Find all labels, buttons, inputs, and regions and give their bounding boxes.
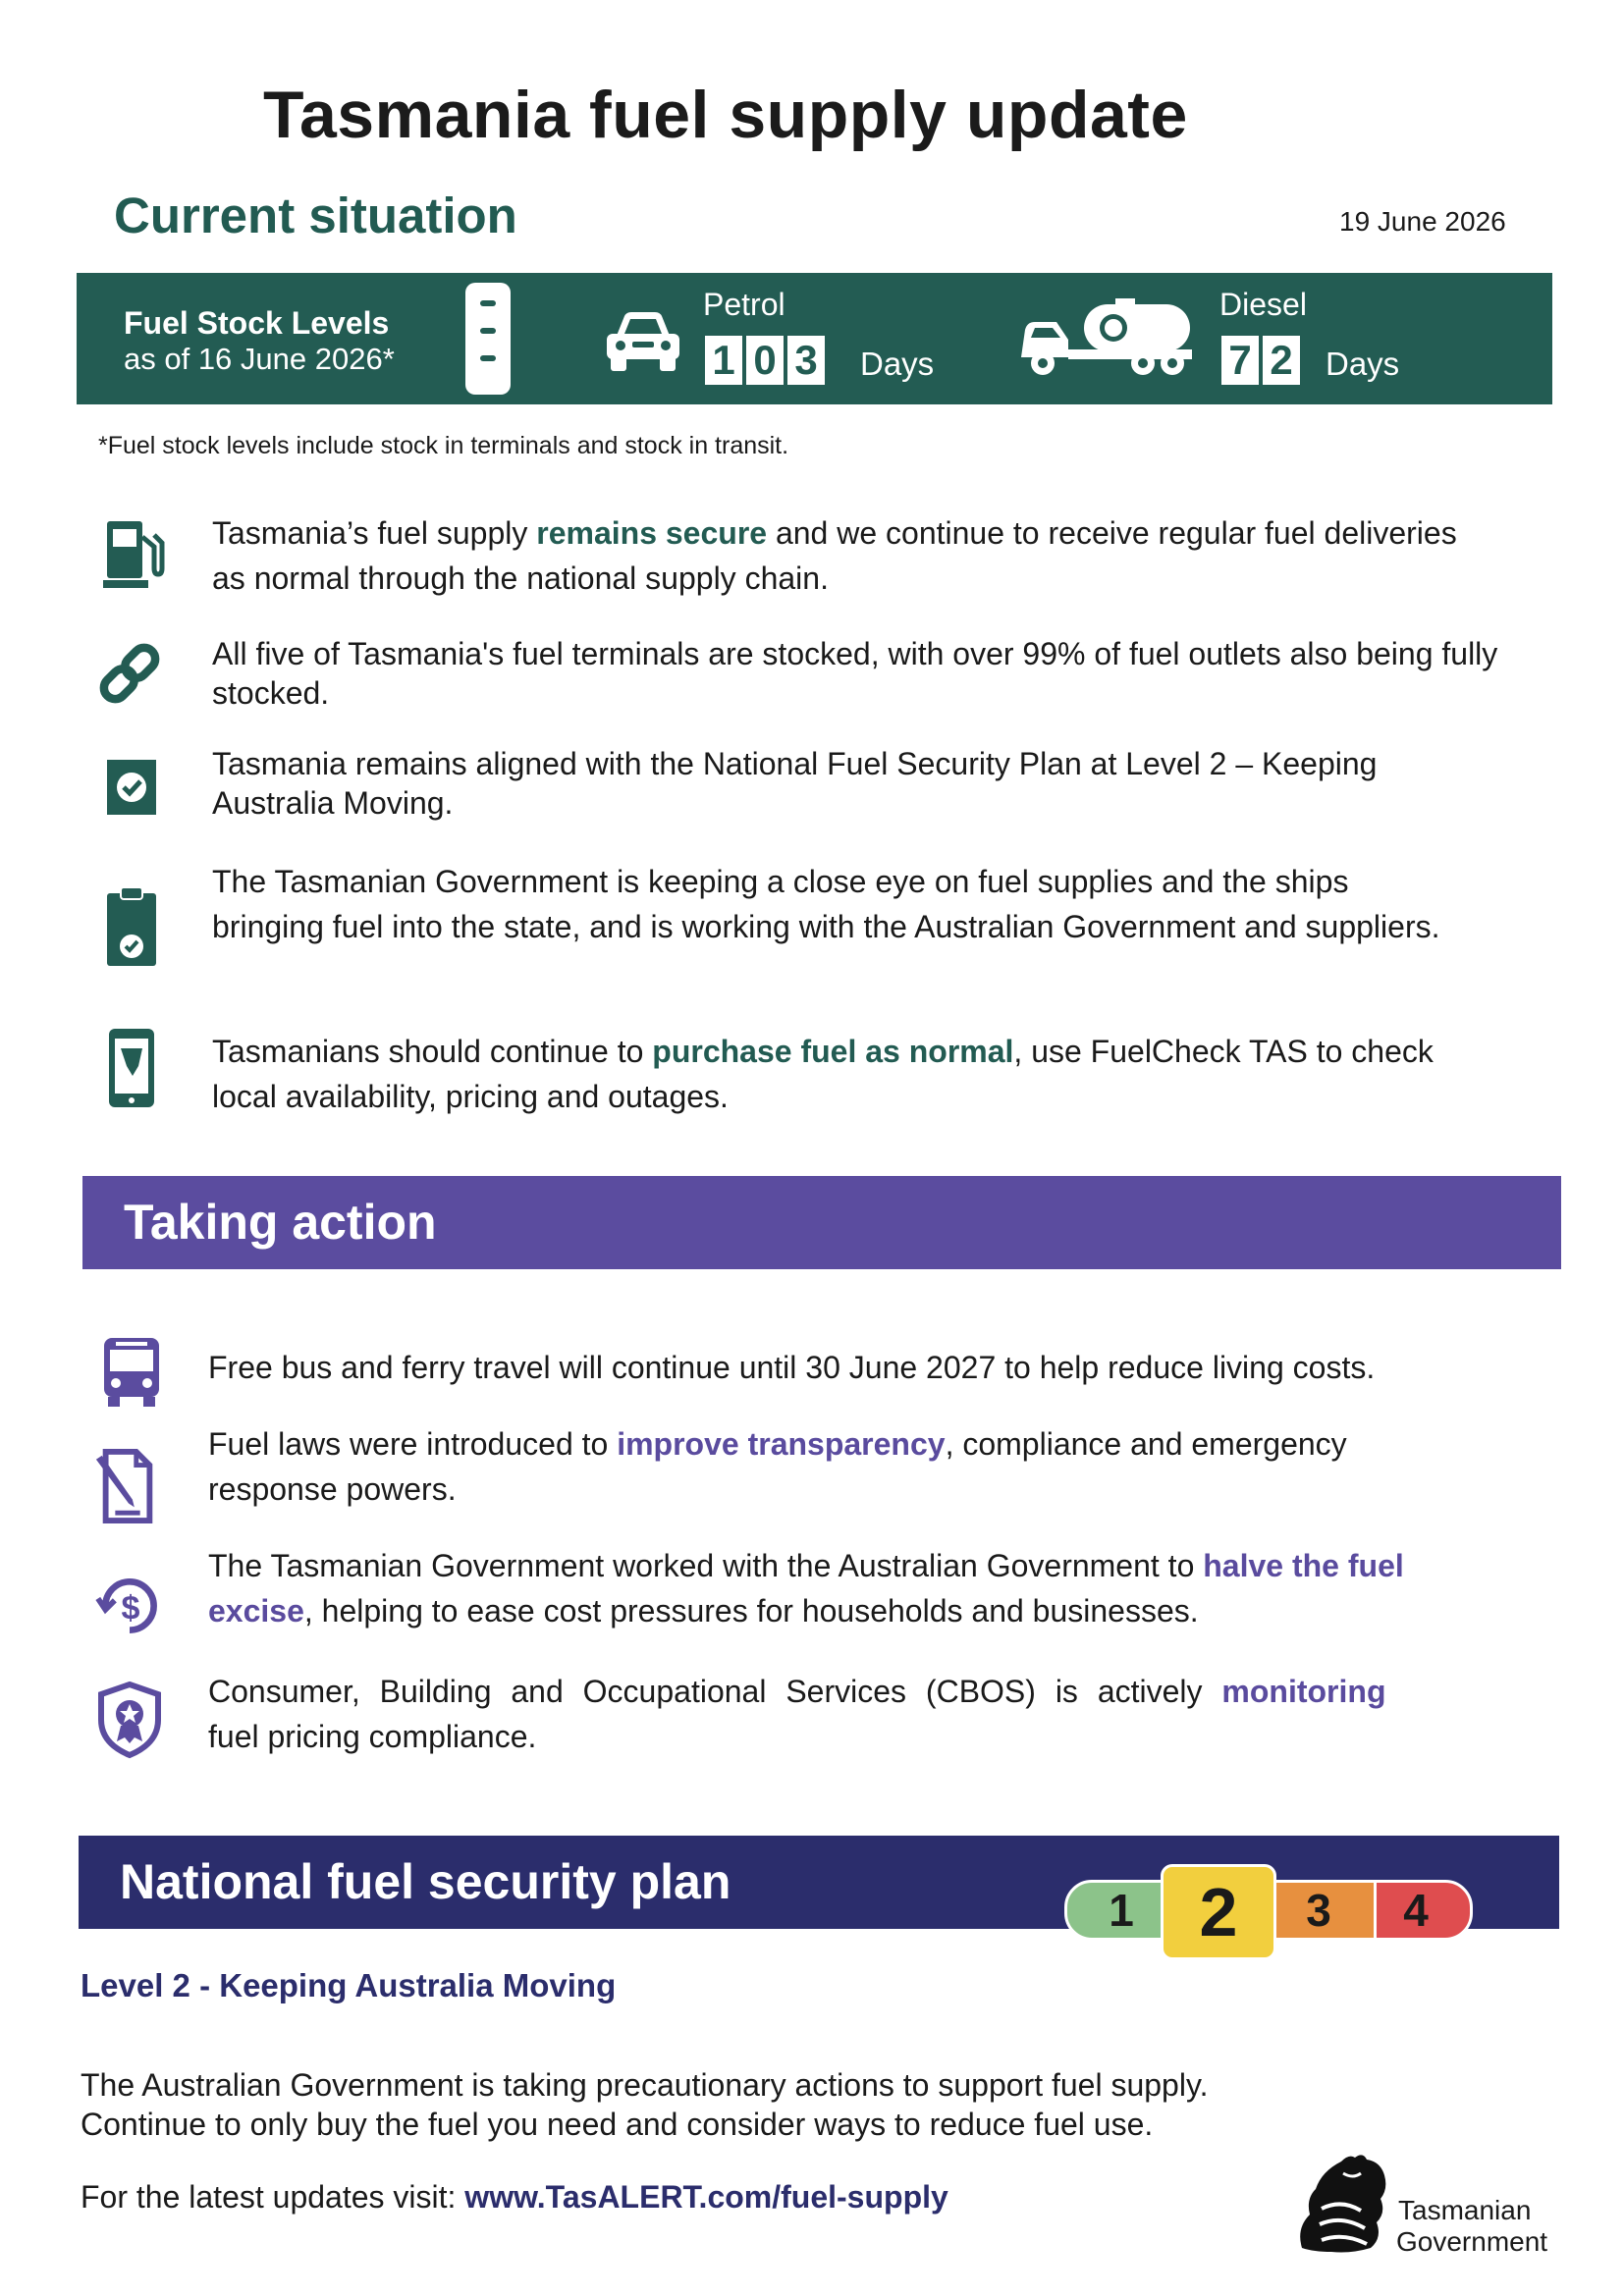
- level-indicator: [1064, 1870, 1477, 1949]
- situation-item-2: All five of Tasmania's fuel terminals are stocked, with over 99% of fuel outlets also being fully stocked.: [212, 636, 1498, 711]
- action-item-4: Consumer, Building and Occupational Services (CBOS) is actively monitoring fuel pricing compliance.: [208, 1674, 1386, 1754]
- situation-item-5: Tasmanians should continue to purchase fuel as normal, use FuelCheck TAS to check local availability, pricing and outages.: [212, 1034, 1434, 1114]
- stock-label-title: Fuel Stock Levels: [124, 305, 390, 341]
- logo-text-line-1: Tasmanian: [1398, 2195, 1532, 2225]
- highlight-remains-secure: remains secure: [536, 515, 768, 551]
- taking-action-heading: Taking action: [124, 1195, 437, 1250]
- plan-paragraph-line-1: The Australian Government is taking precautionary actions to support fuel supply.: [81, 2067, 1209, 2103]
- petrol-digit: 3: [787, 336, 825, 385]
- petrol-days-counter: [705, 336, 825, 385]
- diesel-digit: 7: [1221, 336, 1259, 385]
- fuel-pump-icon: [98, 518, 169, 589]
- petrol-days-label: Days: [860, 346, 935, 382]
- diesel-label: Diesel: [1219, 287, 1307, 322]
- plan-paragraph-line-2: Continue to only buy the fuel you need and consider ways to reduce fuel use.: [81, 2107, 1154, 2142]
- situation-item-4: The Tasmanian Government is keeping a close eye on fuel supplies and the ships bringing fuel into the state, and is working with the Australian Government and suppliers.: [212, 864, 1440, 944]
- action-item-3: The Tasmanian Government worked with the Australian Government to halve the fuel excise, helping to ease cost pressures for households and businesses.: [208, 1548, 1404, 1629]
- highlight-monitoring: monitoring: [1221, 1674, 1386, 1709]
- highlight-purchase-fuel: purchase fuel as normal: [652, 1034, 1014, 1069]
- level-3: 3: [1261, 1880, 1377, 1941]
- action-item-2: Fuel laws were introduced to improve transparency, compliance and emergency response powers.: [208, 1426, 1347, 1507]
- logo-text-line-2: Government: [1396, 2226, 1548, 2257]
- tasmanian-government-logo: [1292, 2150, 1567, 2258]
- taking-action-banner: [82, 1176, 1561, 1269]
- fuel-tanker-icon: [1017, 294, 1196, 381]
- shield-star-icon: [94, 1684, 165, 1755]
- highlight-halve-excise: halve the fuel excise: [208, 1548, 1404, 1629]
- checkbox-icon: [96, 752, 167, 823]
- phone-tasmania-icon: [96, 1033, 167, 1103]
- fuel-stock-banner: [77, 273, 1552, 404]
- document-pen-icon: [92, 1451, 163, 1522]
- car-icon: [601, 306, 685, 377]
- level-4: 4: [1359, 1880, 1473, 1941]
- petrol-digit: 1: [705, 336, 742, 385]
- action-item-1: Free bus and ferry travel will continue until 30 June 2027 to help reduce living costs.: [208, 1350, 1376, 1385]
- level-2-active: 2: [1161, 1864, 1276, 1960]
- bus-icon: [96, 1337, 167, 1408]
- petrol-digit: 0: [746, 336, 784, 385]
- level-1: 1: [1064, 1880, 1178, 1941]
- chain-link-icon: [94, 638, 165, 709]
- diesel-digit: 2: [1263, 336, 1300, 385]
- diesel-days-label: Days: [1326, 346, 1400, 382]
- highlight-improve-transparency: improve transparency: [617, 1426, 946, 1462]
- fuel-gauge-icon: [465, 283, 511, 395]
- national-plan-heading: National fuel security plan: [120, 1854, 731, 1909]
- petrol-label: Petrol: [703, 287, 785, 322]
- situation-item-1: Tasmania’s fuel supply remains secure and we continue to receive regular fuel deliveries as normal through the national supply chain.: [212, 515, 1457, 596]
- stock-label-date: as of 16 June 2026*: [124, 342, 395, 376]
- thylacine-logo-icon: [1292, 2150, 1394, 2258]
- update-date: 19 June 2026: [1339, 206, 1506, 237]
- page-title: Tasmania fuel supply update: [263, 78, 1188, 152]
- diesel-days-counter: [1221, 336, 1300, 385]
- svg-text:$: $: [121, 1589, 140, 1628]
- tasalert-link[interactable]: www.TasALERT.com/fuel-supply: [464, 2179, 948, 2215]
- clipboard-check-icon: [96, 891, 167, 962]
- situation-item-3: Tasmania remains aligned with the National Fuel Security Plan at Level 2 – Keeping Australia Moving.: [212, 746, 1378, 821]
- dollar-cycle-icon: [94, 1571, 165, 1641]
- stock-footnote: *Fuel stock levels include stock in terminals and stock in transit.: [98, 432, 789, 459]
- level-heading: Level 2 - Keeping Australia Moving: [81, 1967, 617, 2003]
- current-situation-heading: Current situation: [114, 187, 517, 243]
- updates-line: For the latest updates visit: www.TasALERT.com/fuel-supply: [81, 2179, 948, 2215]
